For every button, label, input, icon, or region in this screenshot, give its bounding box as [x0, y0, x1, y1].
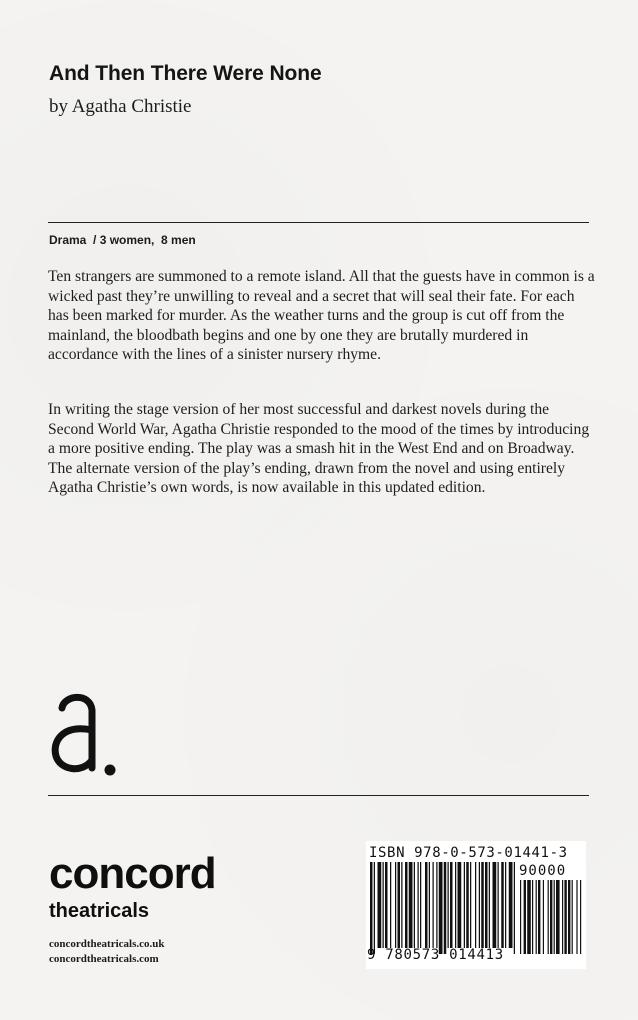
barcode-bar — [450, 862, 453, 948]
url-com[interactable]: concordtheatricals.com — [49, 953, 159, 965]
bottom-divider — [48, 795, 589, 796]
barcode-bar — [370, 862, 373, 954]
barcode-addon-bar — [554, 880, 555, 954]
publisher-logo — [49, 850, 216, 923]
barcode-bar — [455, 862, 456, 948]
barcode-addon-bar — [576, 880, 577, 954]
barcode-bar — [498, 862, 499, 948]
book-author: by Agatha Christie — [49, 96, 192, 117]
barcode-bar — [378, 862, 382, 948]
barcode-addon-bar — [556, 880, 560, 954]
barcode-bar — [374, 862, 375, 954]
barcode-addon-bar — [538, 880, 540, 954]
isbn-label: ISBN 978-0-573-01441-3 — [369, 845, 568, 861]
barcode-bar — [481, 862, 484, 948]
barcode-bar — [401, 862, 402, 948]
barcode-bar — [464, 862, 465, 948]
barcode-bar — [439, 862, 443, 954]
genre-cast-info: Drama / 3 women, 8 men — [49, 233, 196, 247]
barcode-bar — [489, 862, 490, 948]
barcode-bar — [448, 862, 449, 948]
barcode-addon-bar — [550, 880, 552, 954]
price-code: 90000 — [519, 863, 567, 879]
stylized-a-icon — [46, 690, 120, 780]
barcode-bar — [405, 862, 408, 948]
barcode-bar — [414, 862, 415, 948]
barcode-bar — [385, 862, 388, 948]
barcode-bar — [390, 862, 391, 948]
top-divider — [48, 222, 589, 223]
url-uk[interactable]: concordtheatricals.co.uk — [49, 938, 165, 950]
barcode-bar — [429, 862, 430, 948]
barcode-addon-bar — [548, 880, 549, 954]
barcode-bar — [493, 862, 497, 948]
publisher-links — [49, 937, 164, 967]
barcode-bar — [514, 862, 515, 954]
barcode-addon-bar — [568, 880, 570, 954]
barcode-addon-bar — [572, 880, 573, 954]
barcode-bar — [501, 862, 504, 948]
barcode-addon-bar — [527, 880, 531, 954]
barcode-addon-bar — [532, 880, 533, 954]
blurb-paragraph-2: In writing the stage version of her most successful and darkest novels during the Second World War, Agatha Christie responded to the mood of the times by introducing a more positive ending. The play was a smash hit in the West End and on Broadway. The alternate version of the play’s ending, drawn from the novel and using entirely Agatha Christie’s own words, is now available in this updated edition. — [48, 401, 590, 496]
book-title: And Then There Were None — [49, 62, 322, 85]
barcode-bar — [395, 862, 396, 948]
barcode-bar — [383, 862, 384, 948]
barcode-addon-bar — [520, 880, 521, 954]
barcode-bar — [509, 862, 513, 948]
barcode-addon-bar — [562, 880, 563, 954]
barcode-bar — [485, 862, 488, 948]
barcode-bar — [470, 862, 471, 948]
barcode-bar — [479, 862, 480, 948]
barcode-bar — [436, 862, 437, 948]
barcode-addon-bar — [536, 880, 537, 954]
barcode-addon-bar — [543, 880, 544, 954]
barcode-bar — [409, 862, 413, 948]
barcode-bar — [425, 862, 428, 948]
publisher-name-line-1: concord — [49, 849, 216, 898]
publisher-name-line-2: theatricals — [49, 900, 150, 922]
barcode-addon-bar — [580, 880, 581, 954]
barcode-bar — [444, 862, 447, 954]
barcode-addon-bar — [564, 880, 566, 954]
barcode-bar — [433, 862, 434, 948]
barcode-bar — [458, 862, 462, 948]
barcode-bar — [466, 862, 469, 948]
barcode-bar — [418, 862, 419, 948]
blurb-paragraph-1: Ten strangers are summoned to a remote island. All that the guests have in common is a wicked past they’re unwilling to reveal and a secret that will seal their fate. For each has been marked for murder. As the weather turns and the group is cut off from the mainland, the bloodbath begins and one by one they are brutally murdered in accordance with the lines of a sinister nursery rhyme. — [48, 268, 595, 363]
barcode-bar — [398, 862, 401, 948]
barcode-bar — [475, 862, 476, 948]
ean-digits: 9 780573 014413 — [367, 947, 504, 963]
barcode-bar — [505, 862, 506, 948]
barcode-bar — [420, 862, 421, 948]
barcode-addon-bar — [524, 880, 526, 954]
